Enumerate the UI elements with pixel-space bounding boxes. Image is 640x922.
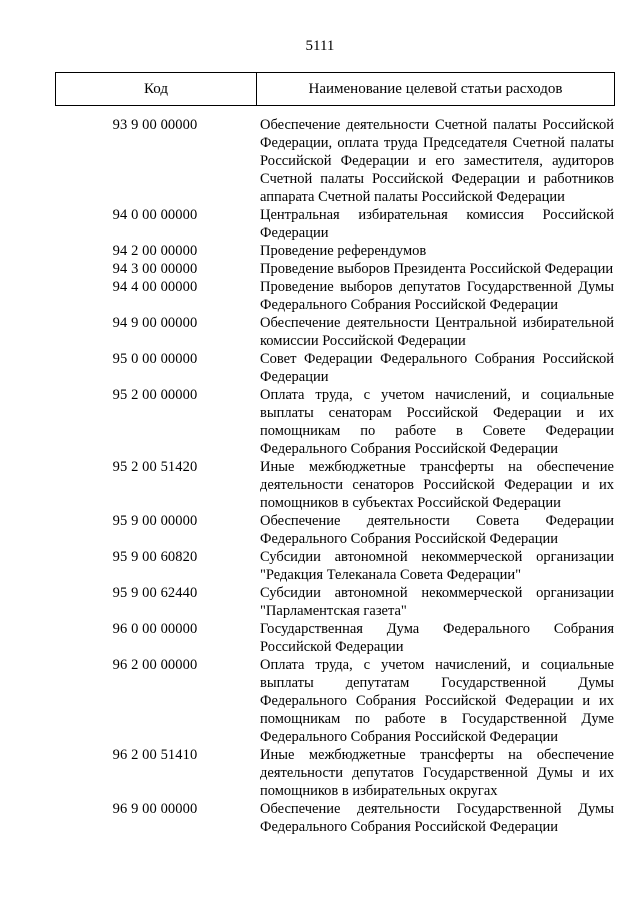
table-row (55, 458, 615, 512)
table-row (55, 620, 615, 656)
table-row (55, 800, 615, 836)
table-row (55, 584, 615, 620)
row-code: 94 9 00 00000 (112, 315, 198, 331)
row-name: Субсидии автономной некоммерческой организации "Редакция Телеканала Совета Федерации" (260, 549, 614, 583)
row-code: 96 0 00 00000 (112, 621, 198, 637)
row-name: Обеспечение деятельности Совета Федерации Федерального Собрания Российской Федерации (260, 513, 614, 547)
row-code: 95 2 00 00000 (112, 387, 198, 403)
row-code: 93 9 00 00000 (112, 117, 198, 133)
table-body (55, 116, 615, 836)
row-name: Проведение референдумов (260, 243, 427, 259)
row-name: Совет Федерации Федерального Собрания Российской Федерации (260, 351, 614, 385)
row-code: 95 9 00 62440 (112, 585, 198, 601)
row-code: 94 3 00 00000 (112, 261, 198, 277)
table-row (55, 260, 615, 278)
row-name: Субсидии автономной некоммерческой организации "Парламентская газета" (260, 585, 614, 619)
row-name: Иные межбюджетные трансферты на обеспечение деятельности депутатов Государственной Думы и их помощников в избирательных округах (260, 747, 614, 799)
table-row (55, 512, 615, 548)
table-row (55, 548, 615, 584)
row-code: 95 9 00 00000 (112, 513, 198, 529)
table-row (55, 386, 615, 458)
table-row (55, 242, 615, 260)
row-name: Обеспечение деятельности Государственной Думы Федерального Собрания Российской Федерации (260, 801, 614, 835)
row-code: 94 2 00 00000 (112, 243, 198, 259)
row-code: 96 9 00 00000 (112, 801, 198, 817)
row-code: 96 2 00 51410 (112, 747, 198, 763)
row-code: 96 2 00 00000 (112, 657, 198, 673)
row-name: Проведение выборов депутатов Государственной Думы Федерального Собрания Российской Федерации (260, 279, 614, 313)
row-code: 95 0 00 00000 (112, 351, 198, 367)
table-header (55, 72, 615, 106)
row-name: Оплата труда, с учетом начислений, и социальные выплаты сенаторам Российской Федерации и их помощникам по работе в Совете Федерации Федерального Собрания Российской Федерации (260, 387, 614, 457)
row-code: 94 4 00 00000 (112, 279, 198, 295)
row-name: Обеспечение деятельности Счетной палаты Российской Федерации, оплата труда Председателя Счетной палаты Российской Федерации и его заместителя, аудиторов Счетной палаты Российской Федерации и работников аппарата Счетной палаты Российской Федерации (260, 117, 614, 205)
row-name: Иные межбюджетные трансферты на обеспечение деятельности сенаторов Российской Федерации и их помощников в субъектах Российской Федерации (260, 459, 614, 511)
row-name: Государственная Дума Федерального Собрания Российской Федерации (260, 621, 614, 655)
table-row (55, 278, 615, 314)
table-row (55, 116, 615, 206)
table-row (55, 206, 615, 242)
row-name: Обеспечение деятельности Центральной избирательной комиссии Российской Федерации (260, 315, 614, 349)
row-name: Проведение выборов Президента Российской Федерации (260, 261, 614, 277)
row-code: 94 0 00 00000 (112, 207, 198, 223)
row-code: 95 2 00 51420 (112, 459, 198, 475)
header-name: Наименование целевой статьи расходов (308, 80, 563, 97)
page-number: 5111 (305, 38, 335, 54)
table-row (55, 656, 615, 746)
table-row (55, 746, 615, 800)
table-row (55, 350, 615, 386)
table-row (55, 314, 615, 350)
row-code: 95 9 00 60820 (112, 549, 198, 565)
row-name: Оплата труда, с учетом начислений, и социальные выплаты депутатам Государственной Думы Федерального Собрания Российской Федерации и их помощникам по работе в Государственной Думе Федерального Собрания Российской Федерации (260, 657, 614, 745)
header-code: Код (56, 73, 257, 105)
row-name: Центральная избирательная комиссия Российской Федерации (260, 207, 614, 241)
